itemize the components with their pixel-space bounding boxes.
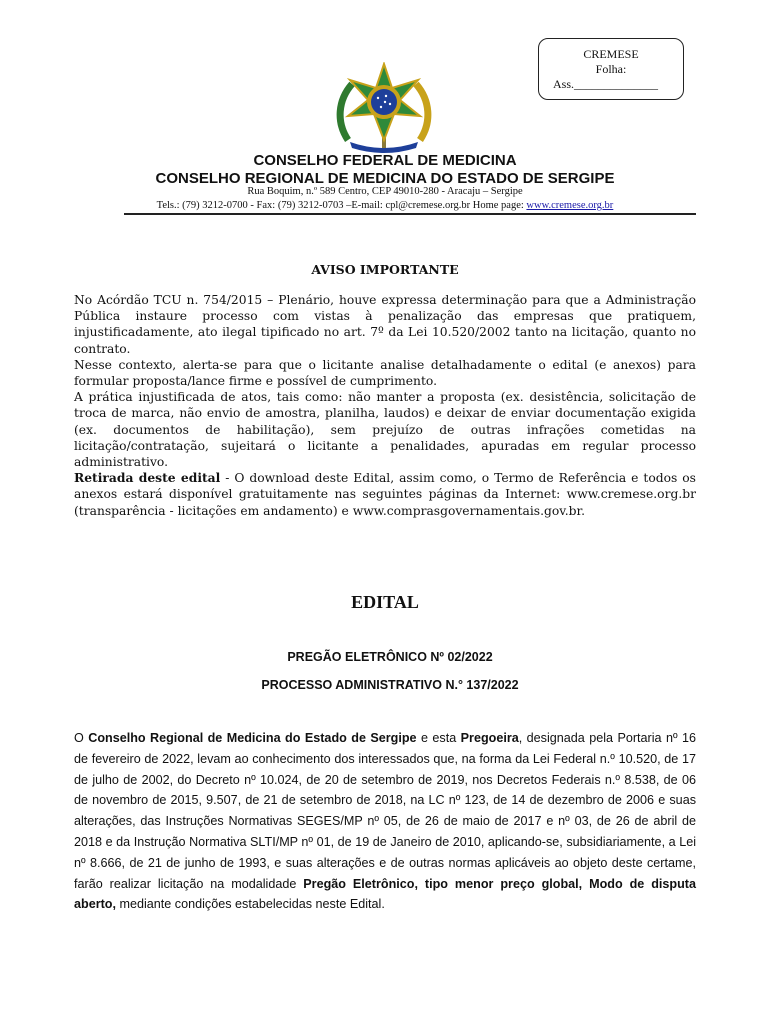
header-divider xyxy=(124,213,696,215)
preamble-text-3: , designada pela Portaria nº 16 de fevereiro de 2022, levam ao conhecimento dos interessados que, na forma da Lei Federal n.º 10.520, de 17 de julho de 2002, do Decreto nº 10.024, de 20 de setembro de 2019, nos Decretos Federais n.º 8.538, de 06 de novembro de 2015, 9.507, de 21 de setembro de 2018, na LC nº 123, de 14 de dezembro de 2006 e suas alterações, das Instruções Normativas SEGES/MP nº 05, de 26 de maio de 2017 e nº 03, de 26 de abril de 2018 e da Instrução Normativa SLTI/MP nº 01, de 19 de Janeiro de 2010, aplicando-se, subsidiariamente, a Lei nº 8.666, de 21 de junho de 1993, e suas alterações e de outras normas aplicáveis ao objeto deste certame, farão realizar licitação na modalidade xyxy=(74,731,696,891)
preamble-bold-pregoeira: Pregoeira xyxy=(460,731,519,745)
processo-number: PROCESSO ADMINISTRATIVO N.° 137/2022 xyxy=(261,678,519,692)
preamble-text-4: mediante condições estabelecidas neste Edital. xyxy=(116,897,385,912)
retirada-label: Retirada deste edital xyxy=(74,470,221,486)
retirada-text: - O download deste Edital, assim como, o Termo de Referência e todos os anexos estará disponível gratuitamente nas seguintes páginas da Internet: www.cremese.org.br (transparência - licitações em andamento) e www.comprasgovernamentais.gov.br. xyxy=(74,471,696,518)
preamble-text-2: e esta xyxy=(416,731,461,745)
stamp-signature: Ass.______________ xyxy=(553,77,659,91)
header-contact-text: Tels.: (79) 3212-0700 - Fax: (79) 3212-0703 –E-mail: cpl@cremese.org.br Home page: xyxy=(156,200,527,211)
aviso-section xyxy=(74,292,696,519)
preamble-text-1: O xyxy=(74,731,89,745)
preamble-bold-conselho: Conselho Regional de Medicina do Estado de Sergipe xyxy=(88,731,417,745)
header-cfm-title: CONSELHO FEDERAL DE MEDICINA xyxy=(253,152,517,169)
aviso-retirada-paragraph xyxy=(74,470,696,519)
aviso-paragraph-2: Nesse contexto, alerta-se para que o licitante analise detalhadamente o edital (e anexos) para formular proposta/lance firme e possível de cumprimento. xyxy=(74,357,696,389)
aviso-title: AVISO IMPORTANTE xyxy=(311,262,459,277)
pregao-number: PREGÃO ELETRÔNICO Nº 02/2022 xyxy=(287,650,493,664)
header-address: Rua Boquim, n.º 589 Centro, CEP 49010-280 - Aracaju – Sergipe xyxy=(247,186,523,197)
aviso-paragraph-1: No Acórdão TCU n. 754/2015 – Plenário, houve expressa determinação para que a Administração Pública instaure processo com vistas à penalização das empresas que pratiquem, injustificadamente, ato ilegal tipificado no art. 7º da Lei 10.520/2002 tanto na licitação, quanto no contrato. xyxy=(74,293,696,356)
edital-title: EDITAL xyxy=(351,592,419,612)
folha-stamp-box xyxy=(538,38,684,100)
homepage-link[interactable]: www.cremese.org.br xyxy=(526,200,614,211)
aviso-paragraph-3: A prática injustificada de atos, tais como: não manter a proposta (ex. desistência, solicitação de troca de marca, não envio de amostra, planilha, laudos) e deixar de enviar documentação exigida (ex. documentos de habilitação), sem prejuízo de outras infrações cometidas na licitação/contratação, sujeitará o licitante a penalidades, apuradas em regular processo administrativo. xyxy=(74,390,696,470)
brazil-coat-of-arms-icon xyxy=(328,62,440,154)
header-contact xyxy=(0,200,770,211)
preamble-bold-modalidade: Pregão Eletrônico, tipo menor preço global, Modo de disputa aberto, xyxy=(74,876,696,912)
stamp-org: CREMESE xyxy=(583,47,639,61)
header-cremese-title: CONSELHO REGIONAL DE MEDICINA DO ESTADO DE SERGIPE xyxy=(155,170,615,187)
stamp-folha: Folha: xyxy=(595,62,627,76)
edital-preamble xyxy=(74,728,696,915)
